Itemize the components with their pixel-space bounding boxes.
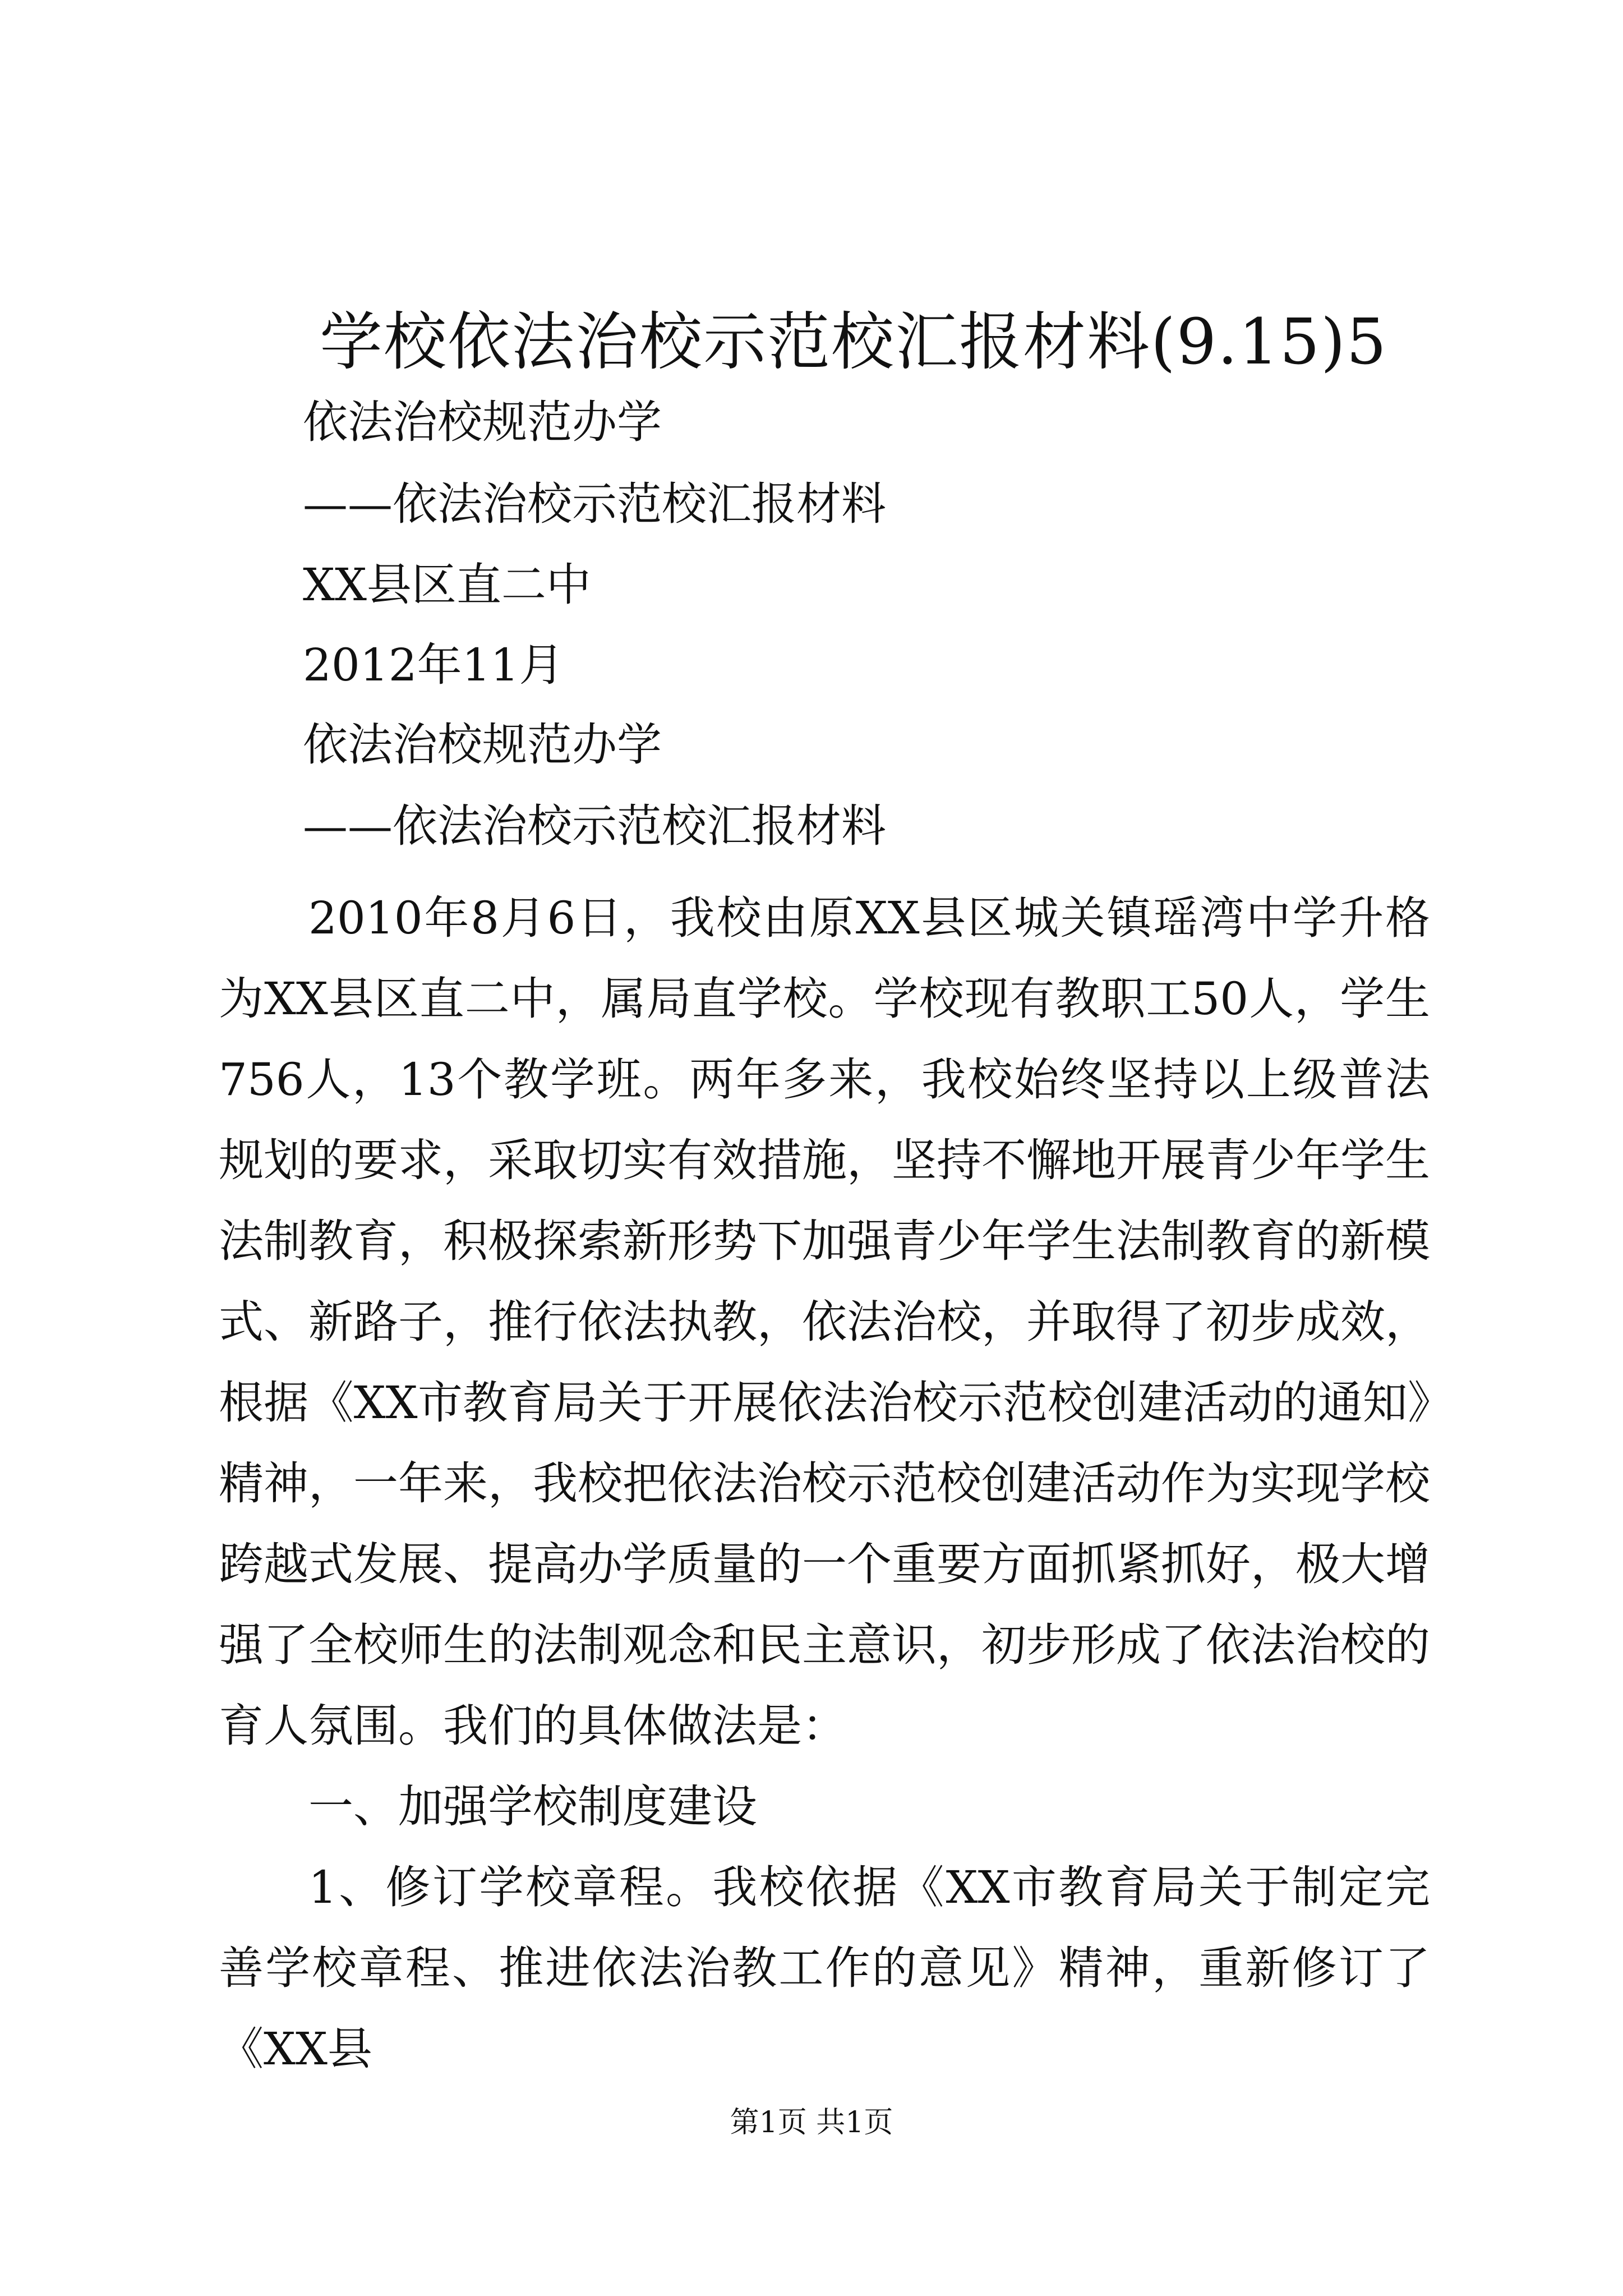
document-body: [219, 878, 1430, 2090]
section-heading: 一、加强学校制度建设: [308, 1780, 757, 1833]
cover-line-subtitle: ——依法治校示范校汇报材料: [303, 478, 886, 530]
cover-line-school: XX县区直二中: [303, 559, 591, 611]
paragraph-intro: 2010年8月6日，我校由原XX县区城关镇瑶湾中学升格为XX县区直二中，属局直学校。学校现有教职工50人，学生756人，13个教学班。两年多来，我校始终坚持以上级普法规划的要求，采取切实有效措施，坚持不懈地开展青少年学生法制教育，积极探索新形势下加强青少年学生法制教育的新模式、新路子，推行依法执教，依法治校，并取得了初步成效，根据《XX市教育局关于开展依法治校示范校创建活动的通知》精神，一年来，我校把依法治校示范校创建活动作为实现学校跨越式发展、提高办学质量的一个重要方面抓紧抓好，极大增强了全校师生的法制观念和民主意识，初步形成了依法治校的育人氛围。我们的具体做法是：: [219, 892, 1430, 1752]
heading-motto: 依法治校规范办学: [303, 719, 662, 771]
document-title: 学校依法治校示范校汇报材料(9.15)5: [320, 306, 1388, 379]
paragraph-charter: 1、修订学校章程。我校依据《XX市教育局关于制定完善学校章程、推进依法治教工作的意见》精神，重新修订了《XX县: [219, 1861, 1430, 2075]
cover-line-motto: 依法治校规范办学: [303, 396, 662, 448]
cover-line-date: 2012年11月: [303, 639, 564, 691]
page-footer: 第1页 共1页: [730, 2106, 893, 2139]
heading-subtitle: ——依法治校示范校汇报材料: [303, 800, 886, 852]
